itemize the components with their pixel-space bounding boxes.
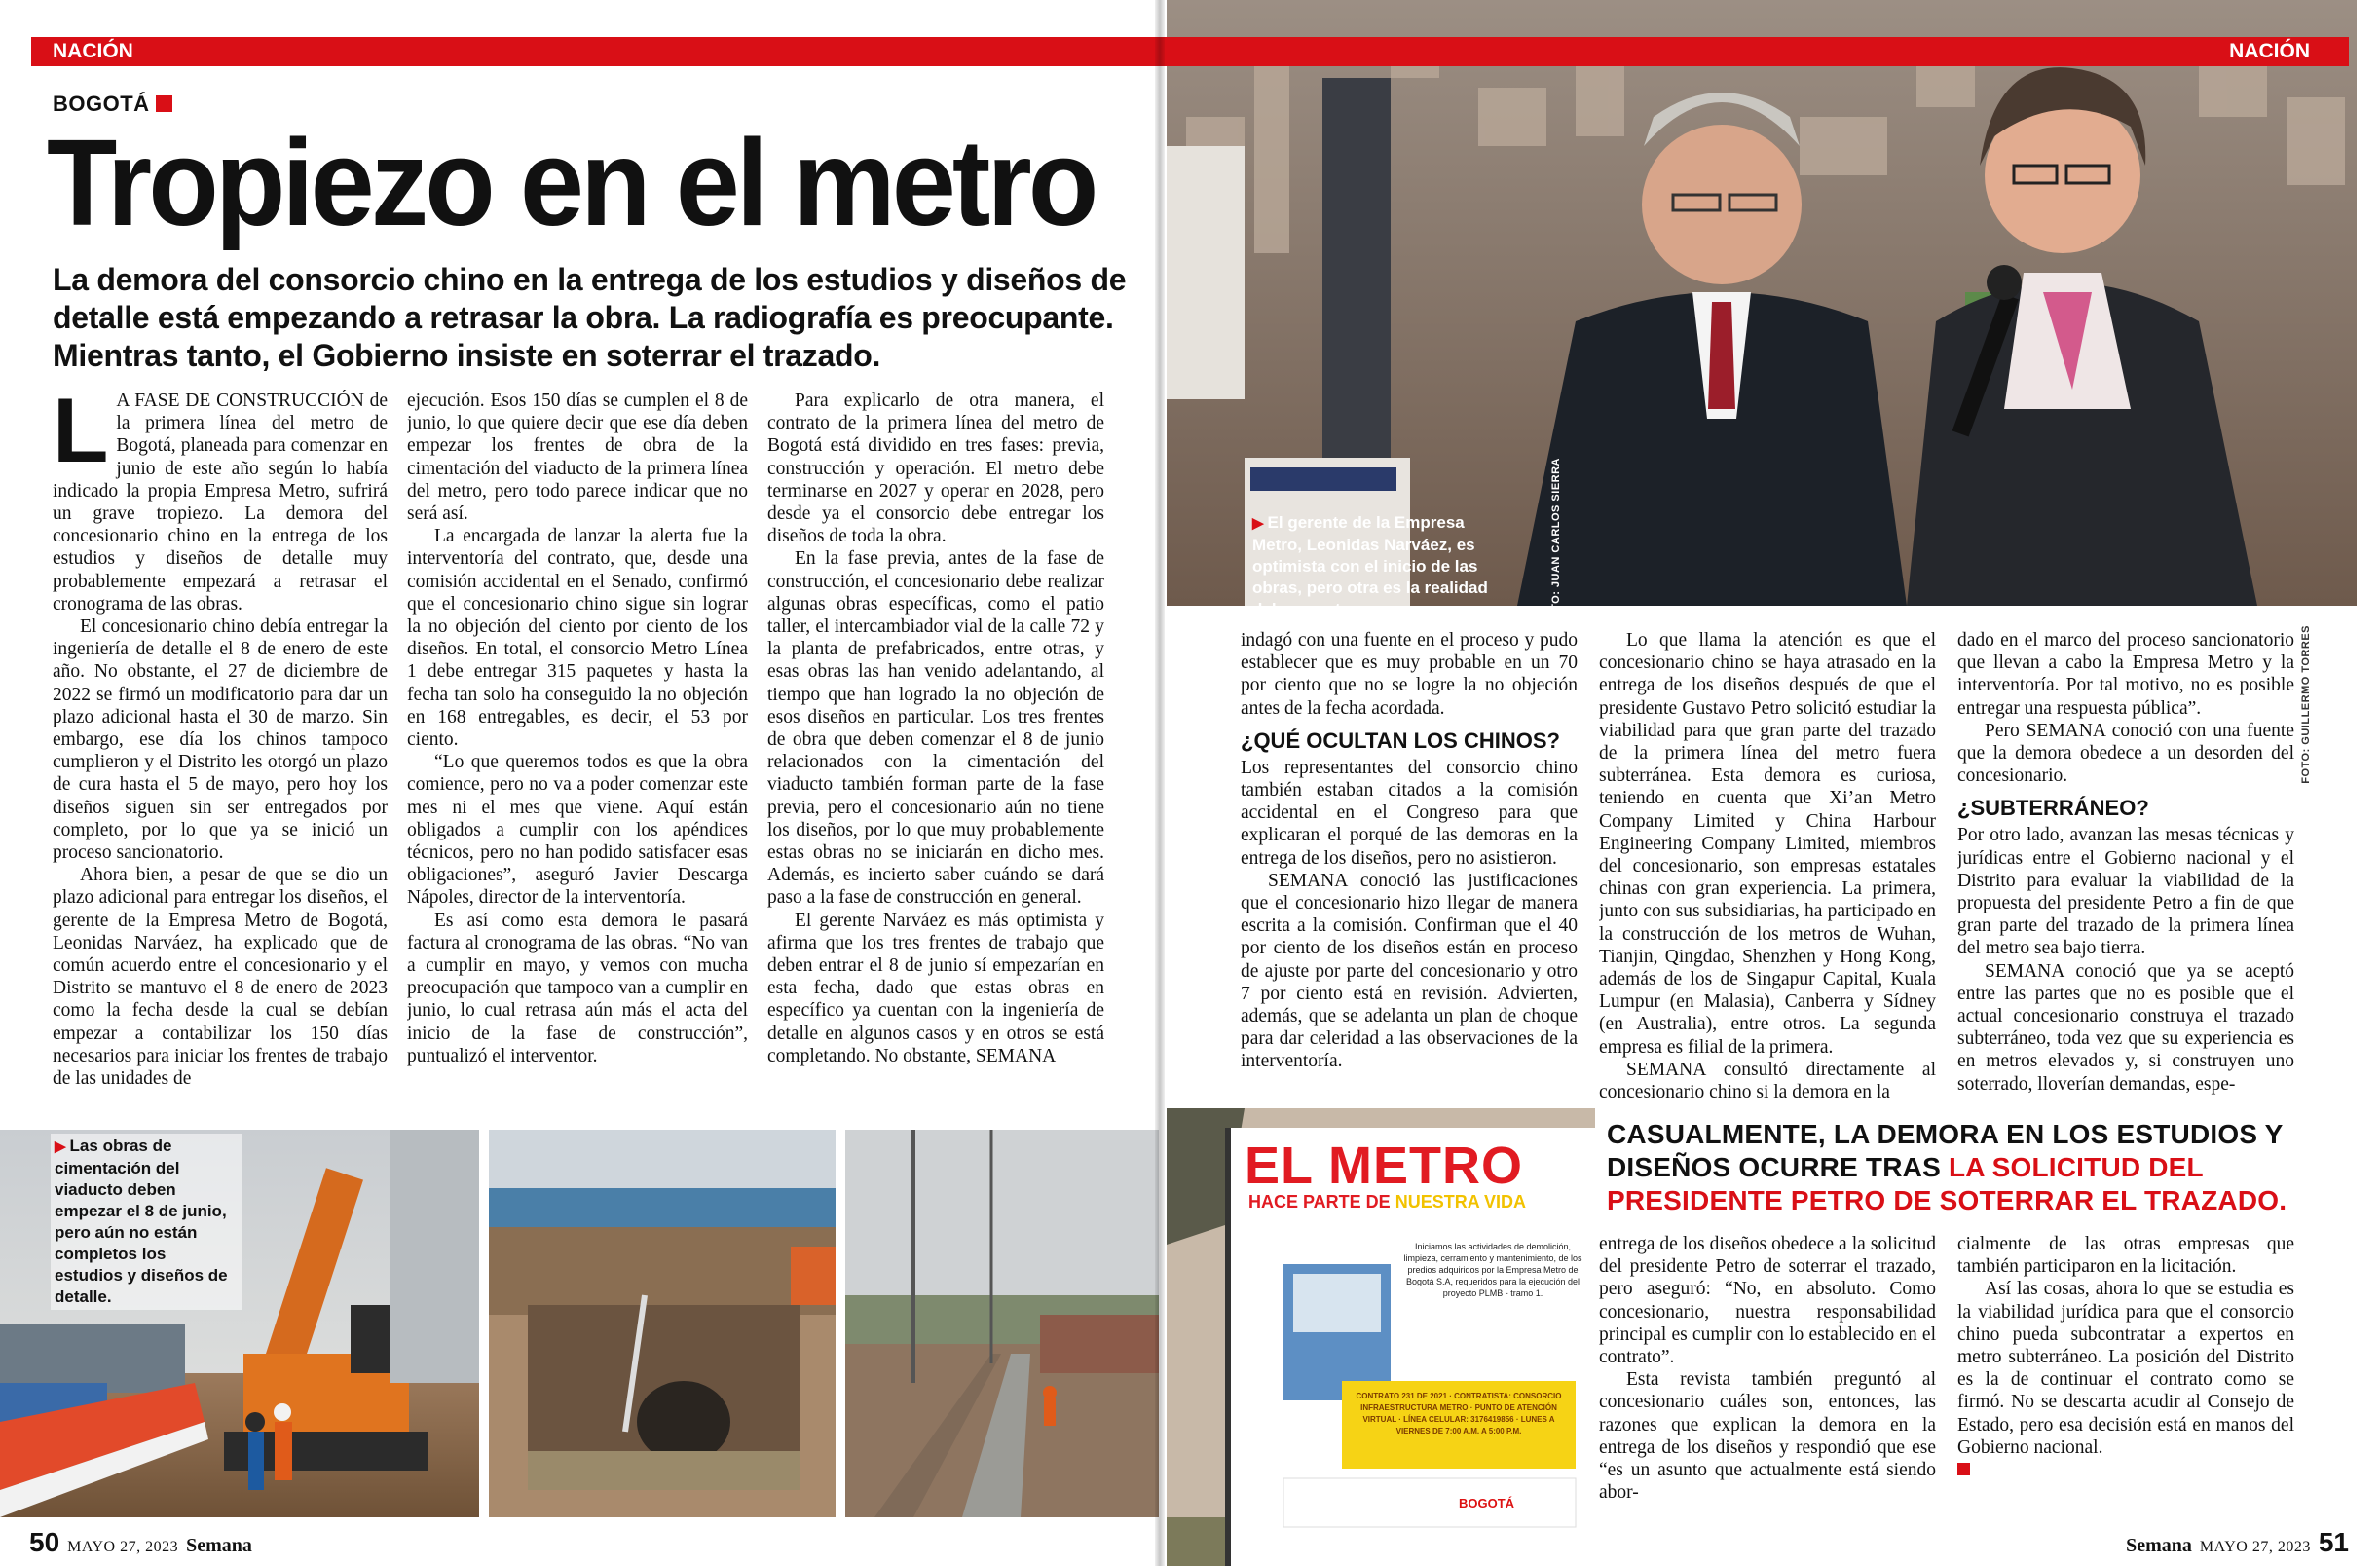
- paragraph: entrega de los diseños obedece a la solicitud del presidente Petro de soterrar el trazado, pero aseguró: “No, en absoluto. Como concesionario, nuestra responsabilidad principal es cumplir con lo establecido en el contrato”.: [1599, 1234, 1936, 1368]
- spine-shadow: [1155, 0, 1165, 1566]
- paragraph: Es así como esta demora le pasará factura al cronograma de las obras. “No van a cumplir en mayo, y vemos con mucha preocupación que tampoco van a cumplir en junio, lo cual retrasa aún más el acta del inicio de la fase de construcción”, puntualizó el interventor.: [407, 910, 748, 1066]
- paragraph: El gerente Narváez es más optimista y afirma que los tres frentes de trabajo que deben entrar el 8 de junio sí empezarían en esta fecha, dado que estas obras en específico ya cuentan con la ingeniería de detalle en algunos casos y en otros se está completando. No obstante, SEMANA: [767, 910, 1104, 1066]
- deck: La demora del consorcio chino en la entrega de los estudios y diseños de detalle está empezando a retrasar la obra. La radiografía es preocupante. Mientras tanto, el Gobierno insiste en soterrar el trazado.: [53, 262, 1127, 373]
- magazine-name: Semana: [2126, 1535, 2192, 1556]
- body-column-8: [1957, 1233, 2294, 1510]
- body-column-1: [53, 390, 388, 1093]
- page-number: 51: [2318, 1527, 2349, 1557]
- billboard-logo: BOGOTÁ: [1459, 1496, 1515, 1510]
- photo-excavation-pit: [489, 1130, 836, 1517]
- billboard-subtitle: [1248, 1192, 1526, 1212]
- issue-date: MAYO 27, 2023: [67, 1539, 179, 1555]
- pull-quote-red: LA SOLICITUD DEL PRESIDENTE PETRO DE SOTERRAR EL TRAZADO.: [1607, 1152, 2287, 1215]
- issue-date: MAYO 27, 2023: [2199, 1539, 2311, 1555]
- body-column-6: [1957, 629, 2294, 1116]
- paragraph: El concesionario chino debía entregar la ingeniería de detalle el 8 de enero de este año. No obstante, el 27 de diciembre de 2022 se firmó un modificatorio para dar un plazo adicional hasta el 30 de marzo. Sin embargo, ese día los chinos tampoco cumplieron y el Distrito les otorgó un plazo de cura hasta el 5 de mayo, pero hoy los diseños siguen sin ser entregados por completo, por lo que ya se inició un proceso sancionatorio.: [53, 616, 388, 864]
- paragraph: La encargada de lanzar la alerta fue la interventoría del contrato, que, desde una comisión accidental en el Senado, confirmó que el concesionario chino sigue sin lograr la no objeción del ciento por ciento de los diseños. En total, el consorcio Metro Línea 1 debe entregar 315 paquetes y hasta la fecha tan solo ha conseguido la no objeción en 168 entregables, es decir, el 53 por ciento.: [407, 526, 748, 751]
- body-column-4: [1241, 629, 1578, 1116]
- paragraph: Pero SEMANA conoció con una fuente que la demora obedece a un desorden del concesionario.: [1957, 720, 2294, 787]
- caption-text: El gerente de la Empresa Metro, Leonidas Narváez, es optimista con el inicio de las obras, pero otra es la realidad del proyecto.: [1252, 513, 1488, 618]
- paragraph: cialmente de las otras empresas que también participaron en la licitación.: [1957, 1234, 2294, 1278]
- magazine-name: Semana: [186, 1535, 252, 1556]
- folio-right: [2126, 1527, 2349, 1558]
- paragraph: Ahora bien, a pesar de que se dio un plazo adicional para entregar los diseños, el gerente de la Empresa Metro de Bogotá, Leonidas Narváez, ha explicado que de común acuerdo entre el concesionario y el Distrito se mantuvo el 8 de enero de 2023 como la fecha desde la cual se debían empezar a contabilizar los 150 días necesarios para iniciar los frentes de trabajo de las unidades de: [53, 865, 388, 1090]
- caption-bottom-photos: [51, 1134, 242, 1310]
- section-bar-left: NACIÓN: [31, 37, 1159, 66]
- paragraph: Lo que llama la atención es que el concesionario chino se haya atrasado en la entrega de los diseños después de que el presidente Gustavo Petro solicitó estudiar la viabilidad para que gran parte del trazado de la primera línea del metro fuera subterránea. Esta demora es curiosa, teniendo en cuenta que Xi’an Metro Company Limited y China Harbour Engineering Company Limited, miembros del concesionario, son empresas estatales chinas con gran experiencia. La primera, junto con sus subsidiarias, ha participado en la construcción de los metros de Wuhan, Tianjin, Qingdao, Shenzhen y Hong Kong, además de los de Singapur Capital, Kuala Lumpur (en Malasia), Canberra y Sídney (en Australia), entre otros. La segunda empresa es filial de la primera.: [1599, 630, 1936, 1058]
- caption-arrow-icon: ▶: [55, 1138, 66, 1155]
- end-mark-icon: [1957, 1463, 1970, 1475]
- photo-billboard: [1167, 1108, 1595, 1566]
- paragraph: SEMANA consultó directamente al concesionario chino si la demora en la: [1599, 1059, 1936, 1103]
- billboard-subtitle-a: HACE PARTE DE: [1248, 1192, 1391, 1212]
- headline: Tropiezo en el metro: [47, 114, 1096, 251]
- caption-text: Las obras de cimentación del viaducto deben empezar el 8 de junio, pero aún no están completos los estudios y diseños de detalle.: [55, 1137, 228, 1306]
- subhead: ¿SUBTERRÁNEO?: [1957, 796, 2149, 821]
- billboard-box: CONTRATO 231 DE 2021 · CONTRATISTA: CONSORCIO INFRAESTRUCTURA METRO · PUNTO DE ATENCIÓN VIRTUAL · LÍNEA CELULAR: 3176419856 · LUNES A VIERNES DE 7:00 A.M. A 5:00 P.M.: [1356, 1392, 1562, 1436]
- page-number: 50: [29, 1527, 60, 1557]
- drop-cap: L: [53, 390, 109, 481]
- kicker-text: BOGOTÁ: [53, 92, 150, 116]
- left-page: [0, 0, 1159, 1566]
- right-page: [1159, 0, 2380, 1566]
- caption-top-photo: [1252, 512, 1515, 620]
- billboard-title: EL METRO: [1245, 1137, 1524, 1195]
- paragraph: Los representantes del consorcio chino también estaban citados a la comisión accidental en el Congreso para que explicaran el porqué de las demoras en la entrega de los diseños, pero no asistieron.: [1241, 757, 1578, 869]
- pull-quote-black: CASUALMENTE, LA DEMORA EN LOS ESTUDIOS Y DISEÑOS OCURRE TRAS: [1607, 1119, 2284, 1182]
- paragraph: Esta revista también preguntó al concesionario cuáles son, entonces, las razones que explican la demora en la entrega de los diseños y respondió que ese “es un asunto que actualmente está siendo abor-: [1599, 1369, 1936, 1504]
- caption-arrow-icon: ▶: [1252, 515, 1264, 532]
- body-column-2: [407, 390, 748, 1093]
- photo-construction-site: [845, 1130, 1159, 1517]
- paragraph: dado en el marco del proceso sancionatorio que llevan a cabo la Empresa Metro y la interventoría. Por tal motivo, no es posible entregar una respuesta pública”.: [1957, 630, 2294, 719]
- paragraph: ejecución. Esos 150 días se cumplen el 8 de junio, lo que quiere decir que ese día deben empezar los frentes de obra de la cimentación del viaducto de la primera línea del metro, pero todo parece indicar que no será así.: [407, 391, 748, 525]
- paragraph: indagó con una fuente en el proceso y pudo establecer que es muy probable en un 70 por ciento que no se logre la no objeción antes de la fecha acordada.: [1241, 630, 1578, 719]
- paragraph: SEMANA conoció las justificaciones que el concesionario hizo llegar de manera escrita a la comisión. Confirman que el 40 por ciento de los diseños están en proceso de ajuste por parte del concesionario y otro 7 por ciento está en revisión. Advierten, además, que se adelanta un plan de choque para dar celeridad a las observaciones de la interventoría.: [1241, 870, 1578, 1072]
- photo-credit-right: FOTO: GUILLERMO TORRES: [2300, 625, 2312, 784]
- body-column-5: [1599, 629, 1936, 1116]
- paragraph: En la fase previa, antes de la fase de construcción, el concesionario debe realizar algunas obras específicas, como el patio taller, el intercambiador vial de la calle 72 y la planta de prefabricados, entre otras, y esas obras las han venido adelantando, al tiempo que han logrado la no objeción de esos diseños en particular. Los tres frentes de obra que deben comenzar el 8 de junio relacionados con la cimentación del viaducto también forman parte de la fase previa, pero el concesionario aún no tiene los diseños, por lo que muy probablemente estas obras no se iniciarán en dicho mes. Además, es incierto saber cuándo se dará paso a la fase de construcción en general.: [767, 548, 1104, 909]
- paragraph: “Lo que queremos todos es que la obra comience, pero no va a poder comenzar este mes ni el mes que viene. Aquí están obligados a cumplir con los apéndices técnicos, pero no han podido satisfacer esas obligaciones”, aseguró Javier Descarga Nápoles, director de la interventoría.: [407, 752, 748, 909]
- paragraph: SEMANA conoció que ya se aceptó entre las partes que no es posible que el actual concesionario construya el trazado subterráneo, toda vez que su experiencia es en metros elevados y, si construyen uno soterrado, lloverían demandas, espe-: [1957, 960, 2294, 1095]
- subhead: ¿QUÉ OCULTAN LOS CHINOS?: [1241, 727, 1560, 753]
- paragraph: Así las cosas, ahora lo que se estudia es la viabilidad jurídica para que el consorcio chino pueda subcontratar a expertos en metro subterráneo. La posición del Distrito es la de continuar el contrato como se firmó. No se descarta acudir al Consejo de Estado, pero esa decisión está en manos del Gobierno nacional.: [1957, 1279, 2294, 1458]
- kicker-square-icon: [156, 95, 172, 112]
- paragraph: A FASE DE CONSTRUCCIÓN de la primera línea del metro de Bogotá, planeada para comenzar en junio de este año según lo había indicado la propia Empresa Metro, sufrirá un grave tropiezo. La demora del concesionario chino en la entrega de los estudios y diseños de detalle muy probablemente empezará a retrasar el cronograma de las obras.: [53, 391, 388, 615]
- photo-credit-top: FOTO: JUAN CARLOS SIERRA: [1550, 458, 1562, 627]
- body-column-3: [767, 390, 1104, 1093]
- folio-left: [29, 1527, 252, 1558]
- pull-quote: [1607, 1118, 2347, 1217]
- body-column-7: [1599, 1233, 1936, 1510]
- paragraph: Por otro lado, avanzan las mesas técnicas y jurídicas entre el Gobierno nacional y el Distrito para evaluar la viabilidad de la propuesta del presidente Petro a fin de que gran parte del trazado de la primera línea del metro sea bajo tierra.: [1957, 825, 2294, 959]
- billboard-body: Iniciamos las actividades de demolición, limpieza, cerramiento y mantenimiento, de los predios adquiridos por la Empresa Metro de Bogotá S.A, requeridos para la ejecución del proyecto PLMB - tramo 1.: [1403, 1242, 1582, 1298]
- paragraph: Para explicarlo de otra manera, el contrato de la primera línea del metro de Bogotá está dividido en tres fases: previa, construcción y operación. El metro debe terminarse en 2027 y operar en 2028, pero desde ya el consorcio debe entregar los diseños de toda la obra.: [767, 391, 1104, 547]
- section-bar-right: NACIÓN: [1159, 37, 2349, 66]
- billboard-subtitle-b: NUESTRA VIDA: [1395, 1192, 1527, 1212]
